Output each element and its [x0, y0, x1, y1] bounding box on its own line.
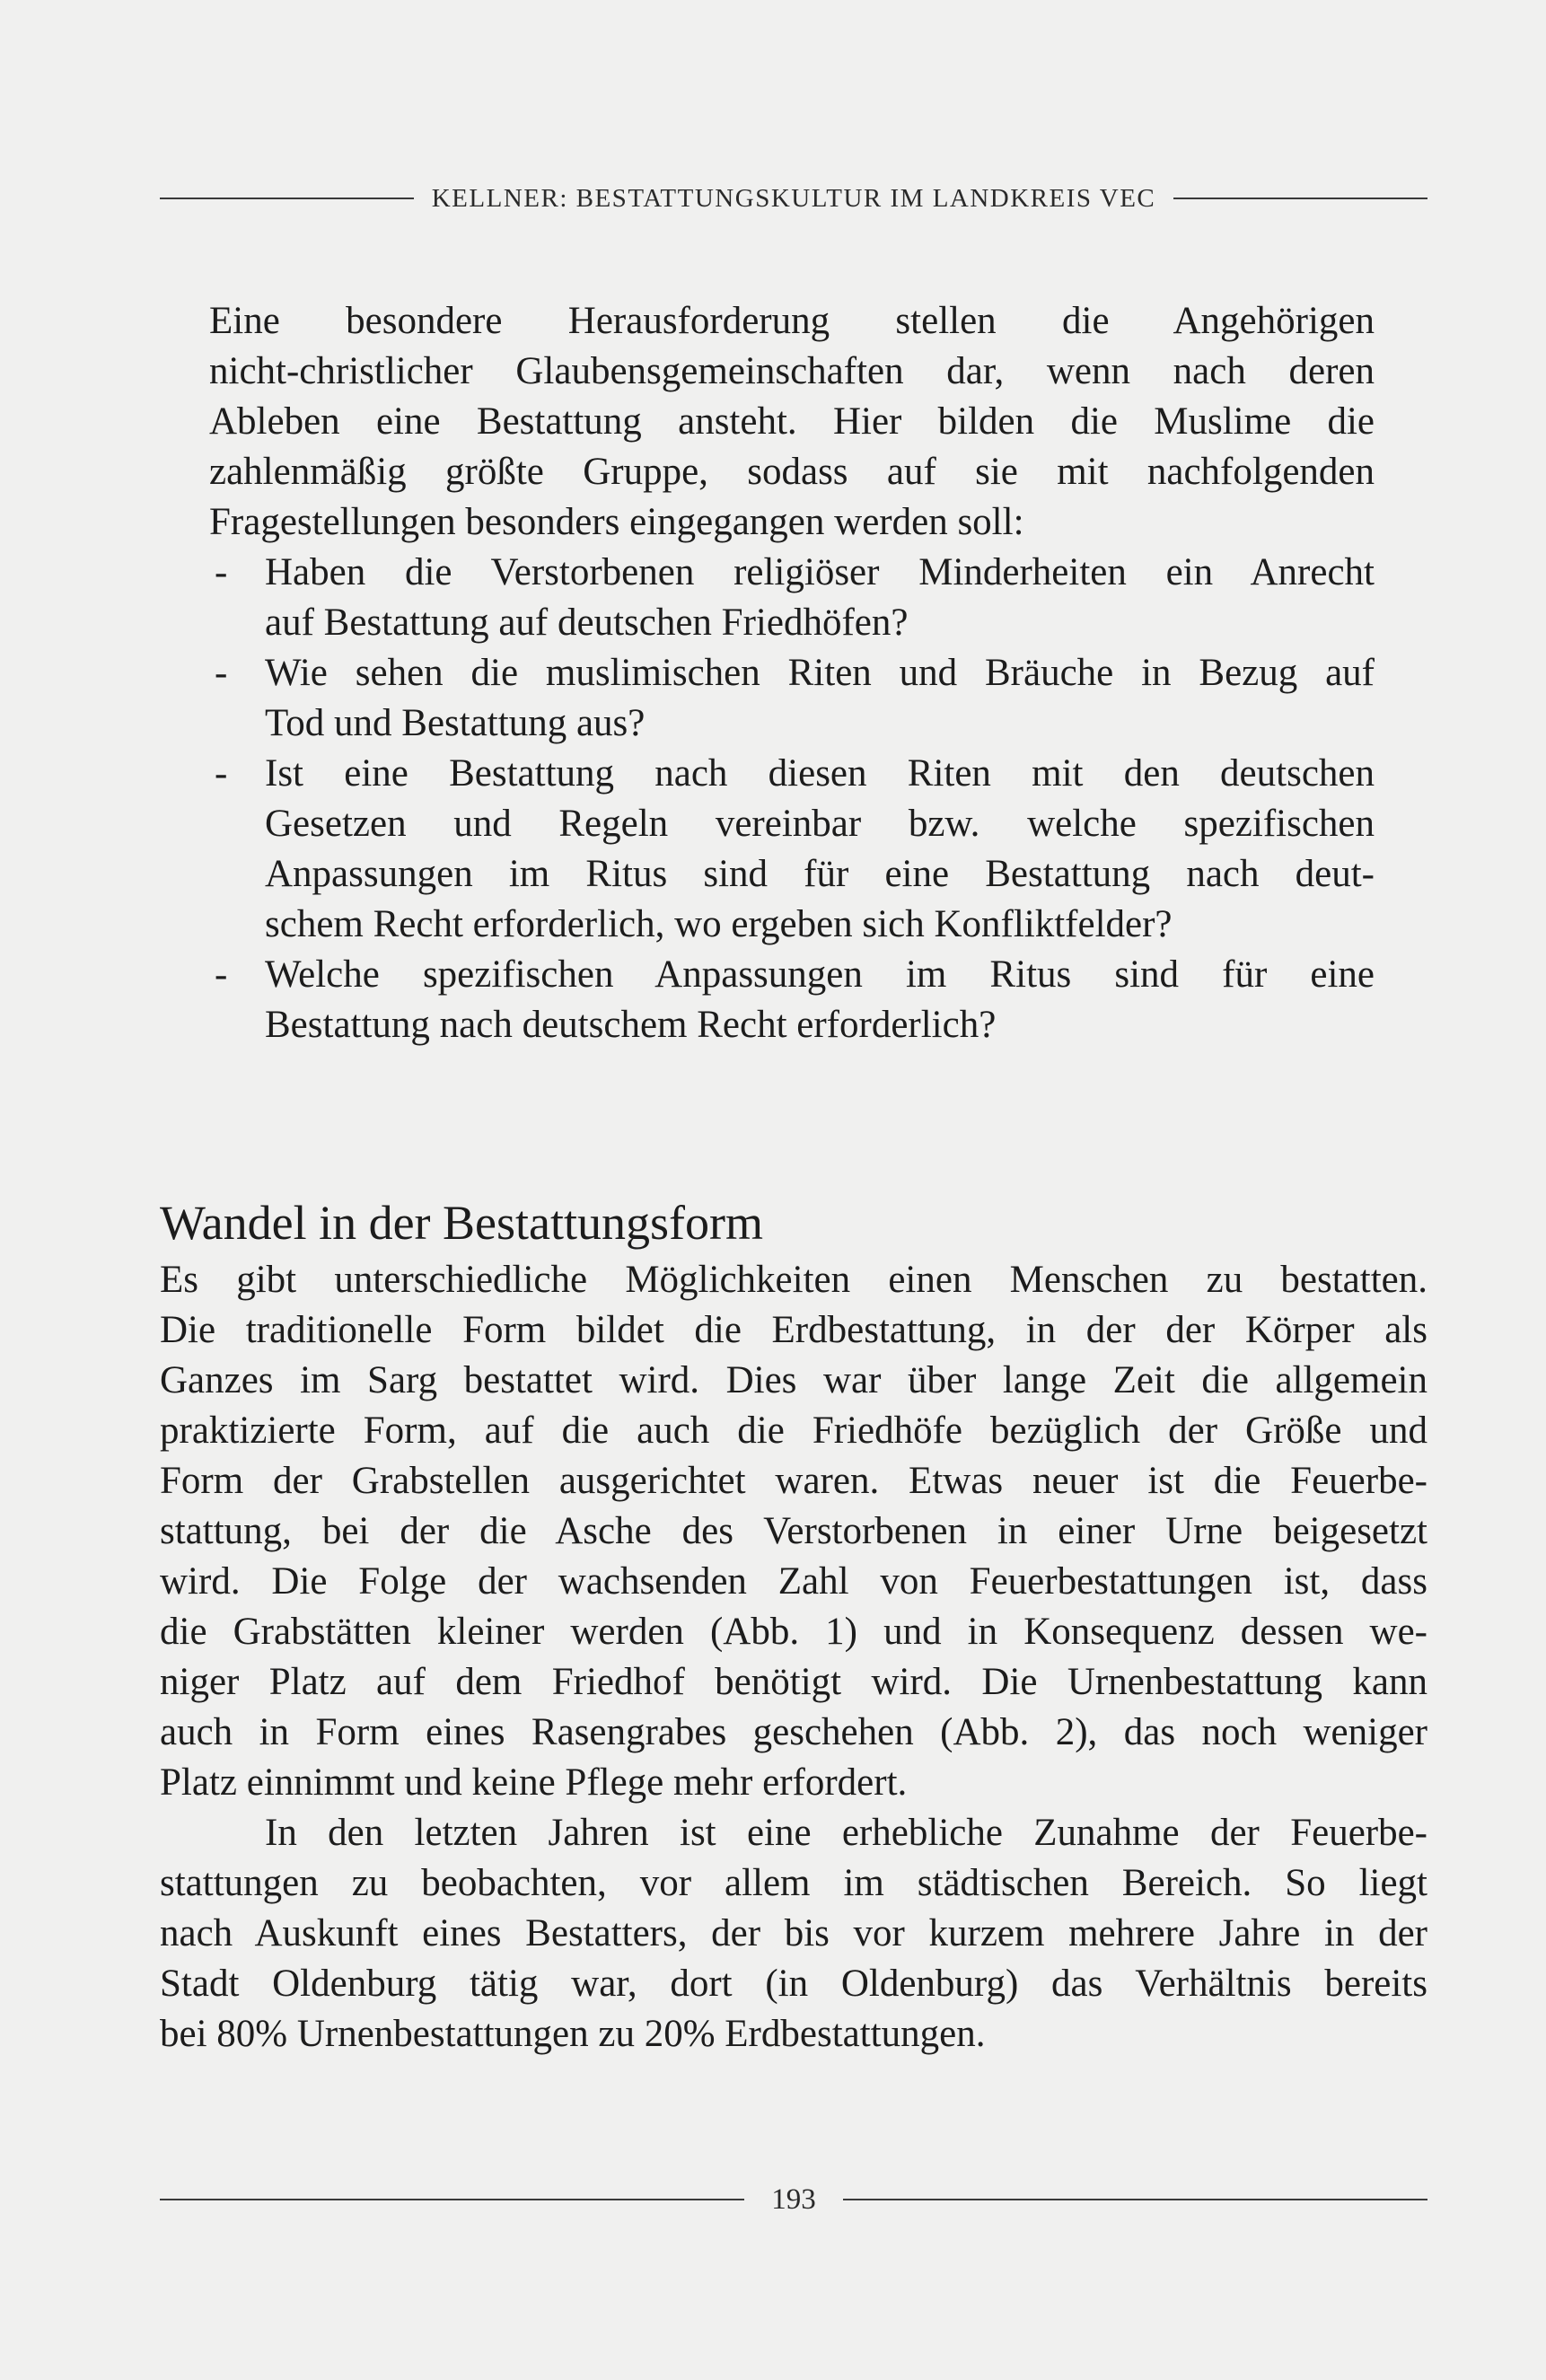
text-line: Anpassungen im Ritus sind für eine Bestattung nach deut- — [265, 853, 1375, 895]
page-footer — [160, 2177, 1427, 2222]
text-line: praktizierte Form, auf die auch die Friedhöfe bezüglich der Größe und — [160, 1410, 1427, 1452]
footer-rule-left — [160, 2199, 744, 2200]
text-line: zahlenmäßig größte Gruppe, sodass auf sie mit nachfolgenden — [209, 451, 1375, 493]
text-line: Ist eine Bestattung nach diesen Riten mit den deutschen — [265, 752, 1375, 795]
intro-paragraph — [209, 296, 1375, 548]
text-line: Es gibt unterschiedliche Möglichkeiten einen Menschen zu bestatten. — [160, 1259, 1427, 1301]
text-line: Stadt Oldenburg tätig war, dort (in Oldenburg) das Verhältnis bereits — [160, 1963, 1427, 2005]
section-body — [160, 1255, 1427, 2059]
text-line: die Grabstätten kleiner werden (Abb. 1) und in Konsequenz dessen we- — [160, 1611, 1427, 1653]
text-line: Wie sehen die muslimischen Riten und Bräuche in Bezug auf — [265, 652, 1375, 694]
header-rule-left — [160, 198, 414, 199]
text-line: Gesetzen und Regeln vereinbar bzw. welche spezifischen — [265, 803, 1375, 845]
text-line: Bestattung nach deutschem Recht erforderlich? — [265, 1004, 997, 1046]
list-item — [209, 548, 1375, 648]
text-line: Form der Grabstellen ausgerichtet waren. Etwas neuer ist die Feuerbe- — [160, 1460, 1427, 1502]
text-line: wird. Die Folge der wachsenden Zahl von Feuerbestattungen ist, dass — [160, 1560, 1427, 1603]
text-line: Tod und Bestattung aus? — [265, 702, 646, 744]
text-line: bei 80% Urnenbestattungen zu 20% Erdbestattungen. — [160, 2013, 986, 2055]
running-title: KELLNER: BESTATTUNGSKULTUR IM LANDKREIS VEC — [431, 183, 1156, 213]
text-line: niger Platz auf dem Friedhof benötigt wird. Die Urnenbestattung kann — [160, 1661, 1427, 1703]
question-list — [209, 548, 1375, 1050]
text-line: Eine besondere Herausforderung stellen die Angehörigen — [209, 300, 1375, 342]
list-item — [209, 648, 1375, 749]
text-line: In den letzten Jahren ist eine erhebliche Zunahme der Feuerbe- — [265, 1812, 1427, 1854]
text-line: Fragestellungen besonders eingegangen werden soll: — [209, 501, 1024, 543]
text-line: Haben die Verstorbenen religiöser Minderheiten ein Anrecht — [265, 551, 1375, 593]
text-line: Platz einnimmt und keine Pflege mehr erfordert. — [160, 1761, 908, 1804]
footer-rule-right — [843, 2199, 1427, 2200]
list-item — [209, 950, 1375, 1050]
text-line: auch in Form eines Rasengrabes geschehen (Abb. 2), das noch weniger — [160, 1711, 1427, 1753]
list-item — [209, 749, 1375, 950]
page-number: 193 — [771, 2182, 816, 2216]
list-dash: - — [215, 953, 228, 996]
list-dash: - — [215, 652, 228, 694]
text-line: Welche spezifischen Anpassungen im Ritus sind für eine — [265, 953, 1375, 996]
header-rule-right — [1173, 198, 1427, 199]
text-line: stattung, bei der die Asche des Verstorbenen in einer Urne beigesetzt — [160, 1510, 1427, 1552]
text-line: schem Recht erforderlich, wo ergeben sich Konfliktfelder? — [265, 903, 1173, 945]
running-header — [160, 176, 1427, 221]
text-line: nicht-christlicher Glaubensgemeinschaften dar, wenn nach deren — [209, 350, 1375, 392]
text-line: Ableben eine Bestattung ansteht. Hier bilden die Muslime die — [209, 400, 1375, 443]
text-line: Die traditionelle Form bildet die Erdbestattung, in der der Körper als — [160, 1309, 1427, 1351]
text-line: Ganzes im Sarg bestattet wird. Dies war über lange Zeit die allgemein — [160, 1359, 1427, 1401]
list-dash: - — [215, 551, 228, 593]
text-line: stattungen zu beobachten, vor allem im städtischen Bereich. So liegt — [160, 1862, 1427, 1904]
text-line: auf Bestattung auf deutschen Friedhöfen? — [265, 602, 909, 644]
text-line: nach Auskunft eines Bestatters, der bis vor kurzem mehrere Jahre in der — [160, 1912, 1427, 1954]
list-dash: - — [215, 752, 228, 795]
section-heading: Wandel in der Bestattungsform — [160, 1196, 763, 1250]
